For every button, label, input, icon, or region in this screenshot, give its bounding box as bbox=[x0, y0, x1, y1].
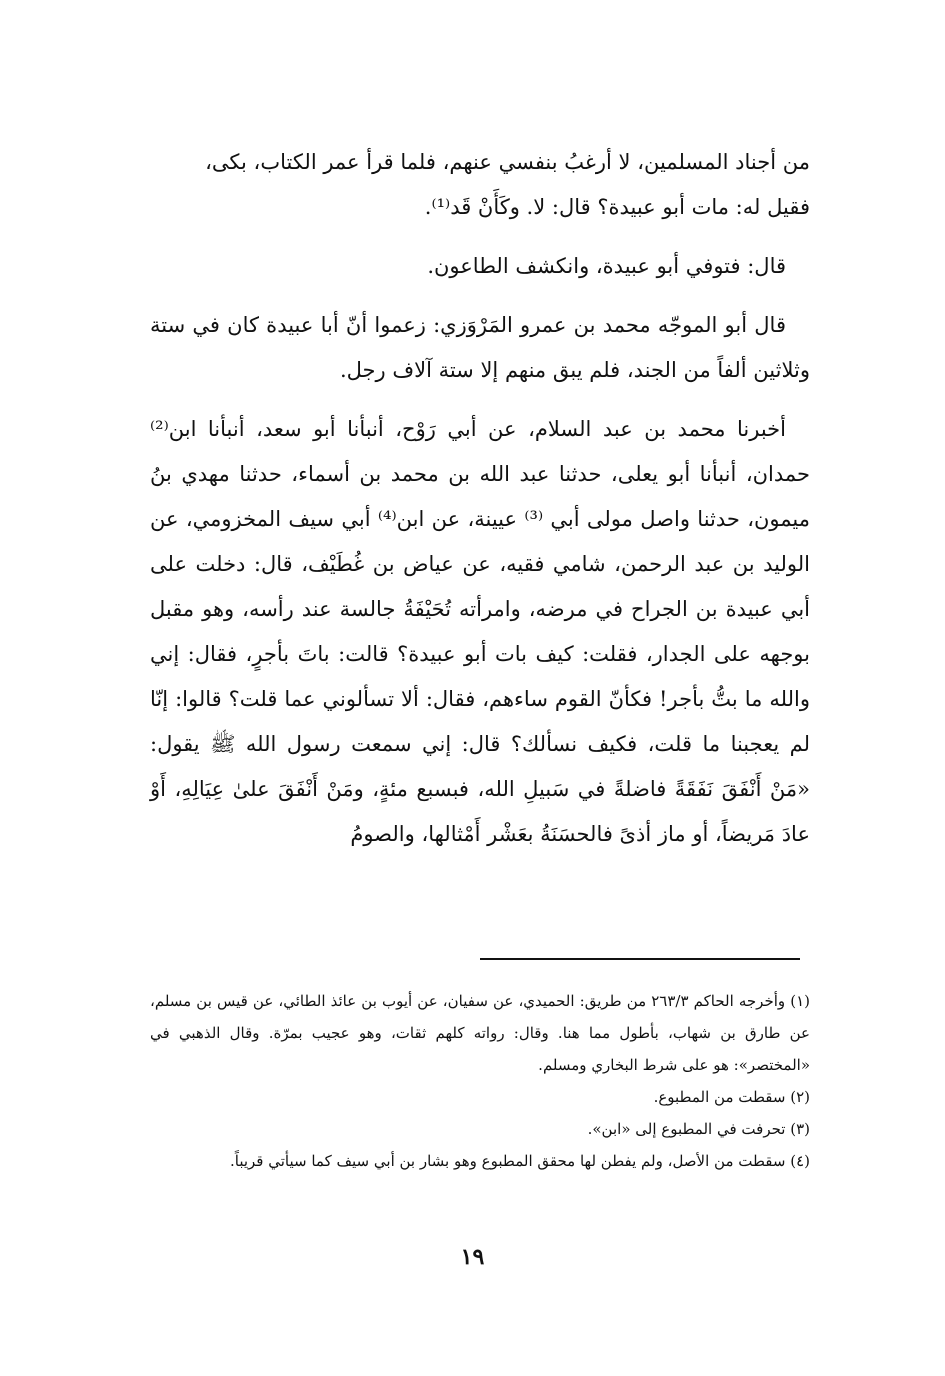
paragraph-1-line-2: فقيل له: مات أبو عبيدة؟ قال: لا. وكَأَنْ قَد⁽¹⁾. bbox=[424, 195, 810, 219]
main-text bbox=[150, 140, 810, 857]
page-number: ١٩ bbox=[460, 1244, 485, 1270]
footnote-4: (٤) سقطت من الأصل، ولم يفطن لها محقق المطبوع وهو بشار بن أبي سيف كما سيأتي قريباً. bbox=[229, 1152, 810, 1170]
footnote-2: (٢) سقطت من المطبوع. bbox=[653, 1088, 810, 1106]
footnote-divider bbox=[480, 958, 800, 960]
footnotes bbox=[150, 985, 810, 1177]
paragraph-4: أخبرنا محمد بن عبد السلام، عن أبي رَوْح، أنبأنا أبو سعد، أنبأنا ابن⁽²⁾ حمدان، أنبأنا أبو يعلى، حدثنا عبد الله بن محمد بن أسماء، حدثنا مهدي بنُ ميمون، حدثنا واصل مولى أبي ⁽³⁾ عيينة، عن ابن⁽⁴⁾ أبي سيف المخزومي، عن الوليد بن عبد الرحمن، شامي فقيه، عن عياض بن غُطَيْف، قال: دخلت على أبي عبيدة بن الجراح في مرضه، وامرأته تُحَيْفَةُ جالسة عند رأسه، وهو مقبل بوجهه على الجدار، فقلت: كيف بات أبو عبيدة؟ قالت: باتَ بأجرٍ، فقال: إني والله ما بتُّ بأجر! فكأنّ القوم ساءهم، فقال: ألا تسألوني عما قلت؟ قالوا: إنّا لم يعجبنا ما قلت، فكيف نسألك؟ قال: إني سمعت رسول الله ﷺ يقول: «مَنْ أَنْفَقَ نَفَقَةً فاضلةً في سَبيلِ الله، فبسبع مئةٍ، ومَنْ أَنْفَقَ علىٰ عِيَالِهِ، أَوْ عادَ مَريضاً، أو ماز أذىً فالحسَنَةُ بعَشْر أَمْثالها، والصومُ bbox=[150, 417, 810, 846]
paragraph-3: قال أبو الموجّه محمد بن عمرو المَرْوَزي: زعموا أنّ أبا عبيدة كان في ستة وثلاثين ألفاً من الجند، فلم يبق منهم إلا ستة آلاف رجل. bbox=[150, 313, 810, 382]
paragraph-2: قال: فتوفي أبو عبيدة، وانكشف الطاعون. bbox=[427, 254, 786, 278]
footnote-3: (٣) تحرفت في المطبوع إلى «ابن». bbox=[587, 1120, 810, 1138]
footnote-1: (١) وأخرجه الحاكم ٢٦٣/٣ من طريق: الحميدي، عن سفيان، عن أيوب بن عائذ الطائي، عن قيس بن مسلم، عن طارق بن شهاب، بأطول مما هنا. وقال: رواته كلهم ثقات، وهو عجيب بمرّة. وقال الذهبي في «المختصر»: هو على شرط البخاري ومسلم. bbox=[150, 992, 810, 1074]
paragraph-1-line-1: من أجناد المسلمين، لا أرغبُ بنفسي عنهم، فلما قرأ عمر الكتاب، بكى، bbox=[205, 150, 810, 174]
